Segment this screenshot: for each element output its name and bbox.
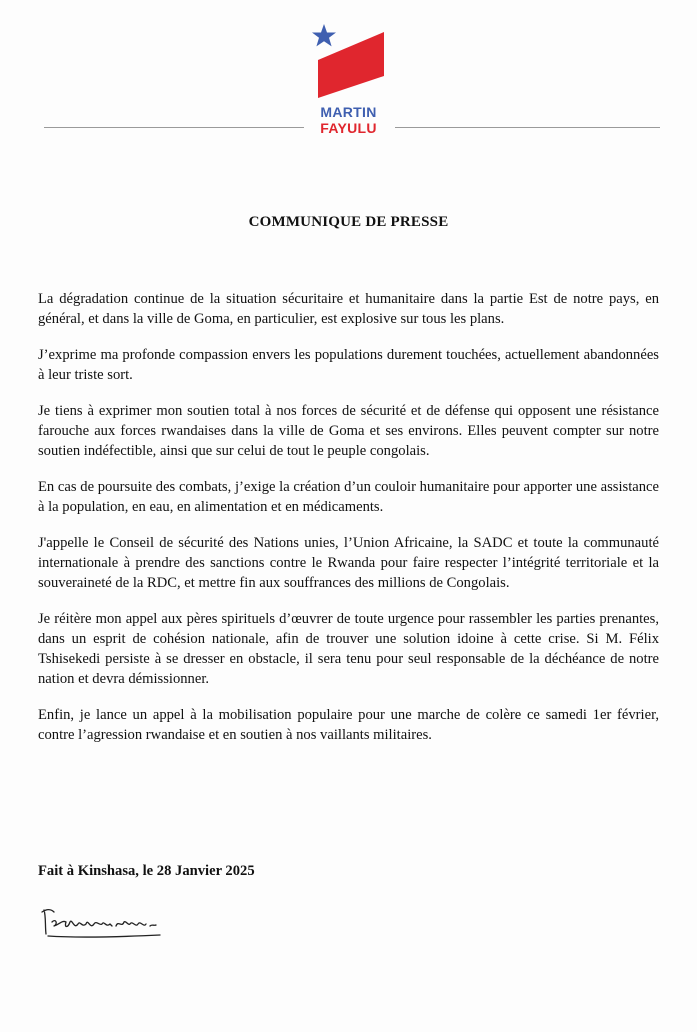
handwritten-signature-icon	[38, 902, 168, 942]
place-and-date: Fait à Kinshasa, le 28 Janvier 2025	[38, 863, 255, 879]
letterhead-divider-right	[395, 127, 660, 128]
paragraph: Enfin, je lance un appel à la mobilisation populaire pour une marche de colère ce samedi 1er février, contre l’agression rwandaise et en soutien à nos vaillants militaires.	[38, 707, 659, 743]
letterhead-first-name: MARTIN	[320, 104, 377, 120]
document-title: COMMUNIQUE DE PRESSE	[248, 214, 449, 230]
letterhead-divider-left	[44, 127, 304, 128]
paragraph: En cas de poursuite des combats, j’exige la création d’un couloir humanitaire pour apporter une assistance à la population, en eau, en alimentation et en médicaments.	[38, 479, 659, 515]
paragraph: Je réitère mon appel aux pères spirituels d’œuvrer de toute urgence pour rassembler les parties prenantes, dans un esprit de cohésion nationale, afin de trouver une solution idoine à cette crise. Si M. Félix Tshisekedi persiste à se dresser en obstacle, il sera tenu pour seul responsable de la déchéance de notre nation et devra démissionner.	[38, 611, 659, 687]
letterhead-last-name: FAYULU	[320, 120, 377, 136]
paragraph: J’exprime ma profonde compassion envers les populations durement touchées, actuellement abandonnées à leur triste sort.	[38, 347, 659, 383]
paragraph: Je tiens à exprimer mon soutien total à nos forces de sécurité et de défense qui opposent une résistance farouche aux forces rwandaises dans la ville de Goma et ses environs. Elles peuvent compter sur notre soutien indéfectible, ainsi que sur celui de tout le peuple congolais.	[38, 403, 659, 459]
press-release-body	[38, 289, 659, 745]
paragraph: J'appelle le Conseil de sécurité des Nations unies, l’Union Africaine, la SADC et toute la communauté internationale à prendre des sanctions contre le Rwanda pour faire respecter l’intégrité territoriale et la souveraineté de la RDC, et mettre fin aux souffrances des millions de Congolais.	[38, 535, 659, 591]
paragraph: La dégradation continue de la situation sécuritaire et humanitaire dans la partie Est de notre pays, en général, et dans la ville de Goma, en particulier, est explosive sur tous les plans.	[38, 291, 659, 327]
star-flag-logo-icon	[300, 22, 400, 102]
